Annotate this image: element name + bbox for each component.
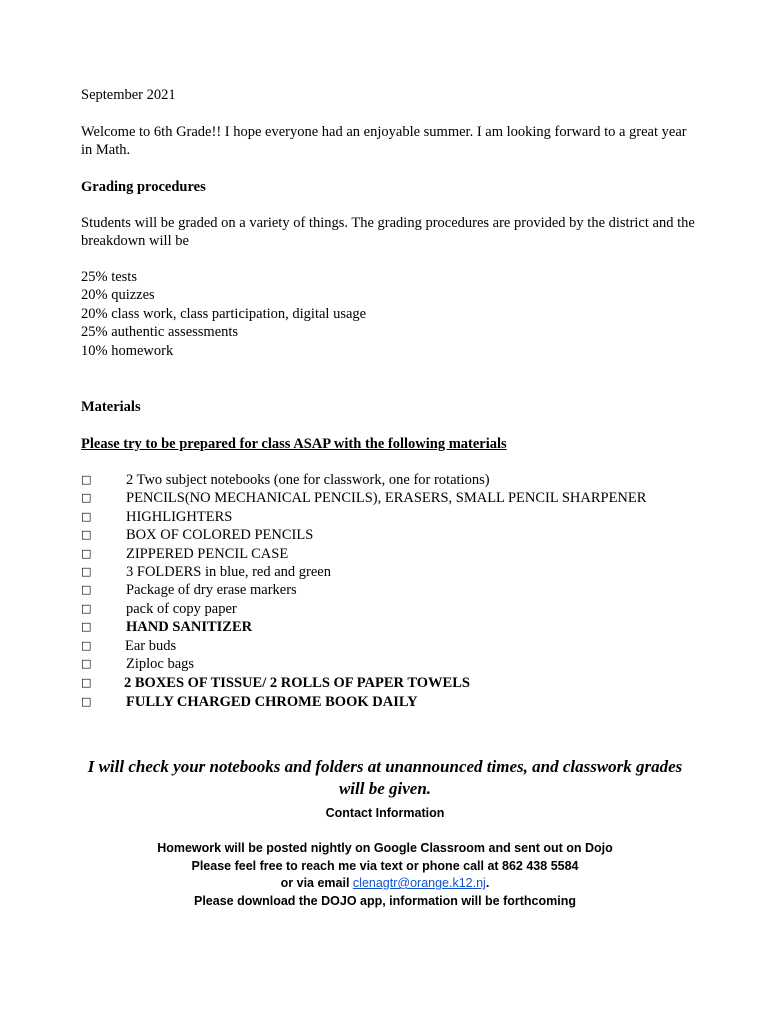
materials-checklist — [81, 471, 721, 712]
grading-item: 20% quizzes — [81, 287, 155, 304]
letter-date: September 2021 — [81, 87, 176, 103]
checkbox-icon: □ — [81, 695, 92, 709]
material-item — [81, 637, 721, 655]
grading-intro: Students will be graded on a variety of things. The grading procedures are provided by the district and the breakdown will be — [81, 215, 695, 250]
email-link[interactable]: clenagtr@orange.k12.nj — [352, 876, 486, 890]
grading-heading: Grading procedures — [81, 179, 206, 195]
contact-email-line — [80, 875, 690, 893]
material-item — [81, 471, 721, 489]
checkbox-icon: □ — [81, 491, 92, 505]
material-item — [81, 563, 721, 581]
checkbox-icon: □ — [81, 620, 92, 634]
notebook-check-callout: I will check your notebooks and folders at unannounced times, and classwork grades will be given. — [87, 757, 683, 798]
grading-item: 25% authentic assessments — [81, 324, 239, 341]
grading-item: 10% homework — [81, 342, 174, 359]
contact-section — [80, 805, 690, 910]
material-item — [81, 581, 721, 599]
material-item — [81, 655, 721, 673]
material-label: Package of dry erase markers — [126, 582, 297, 599]
material-label: ZIPPERED PENCIL CASE — [126, 545, 289, 562]
contact-phone-line: Please feel free to reach me via text or phone call at 862 438 5584 — [191, 858, 579, 873]
grading-item: 20% class work, class participation, digital usage — [81, 305, 367, 322]
checkbox-icon: □ — [81, 509, 92, 523]
material-item — [81, 618, 721, 636]
checkbox-icon: □ — [81, 638, 92, 652]
checkbox-icon: □ — [81, 528, 92, 542]
checkbox-icon: □ — [81, 675, 92, 689]
checkbox-icon: □ — [81, 601, 92, 615]
grading-item: 25% tests — [81, 269, 137, 285]
contact-email-prefix: or via email — [280, 876, 353, 890]
material-item — [81, 489, 721, 507]
welcome-paragraph: Welcome to 6th Grade!! I hope everyone had an enjoyable summer. I am looking forward to a great year in Math. — [81, 124, 687, 159]
material-label: 2 Two subject notebooks (one for classwork, one for rotations) — [126, 472, 490, 488]
material-item — [81, 693, 721, 713]
contact-homework-line: Homework will be posted nightly on Google Classroom and sent out on Dojo — [157, 841, 613, 855]
contact-email-suffix: . — [485, 876, 490, 890]
material-label: HAND SANITIZER — [126, 619, 253, 636]
material-item — [81, 526, 721, 544]
material-item — [81, 508, 721, 526]
grading-breakdown-list — [81, 268, 366, 360]
material-label: 2 BOXES OF TISSUE/ 2 ROLLS OF PAPER TOWELS — [124, 674, 470, 691]
material-item — [81, 545, 721, 563]
materials-subheading: Please try to be prepared for class ASAP with the following materials — [81, 436, 507, 452]
material-label: PENCILS(NO MECHANICAL PENCILS), ERASERS, SMALL PENCIL SHARPENER — [126, 490, 647, 507]
material-label: HIGHLIGHTERS — [126, 508, 233, 525]
material-label: BOX OF COLORED PENCILS — [126, 527, 314, 544]
material-label: 3 FOLDERS in blue, red and green — [126, 563, 331, 580]
checkbox-icon: □ — [81, 564, 92, 578]
material-label: Ear buds — [125, 637, 177, 654]
material-label: FULLY CHARGED CHROME BOOK DAILY — [126, 694, 418, 711]
material-label: pack of copy paper — [126, 600, 237, 617]
checkbox-icon: □ — [81, 656, 92, 670]
checkbox-icon: □ — [81, 583, 92, 597]
materials-heading: Materials — [81, 399, 141, 415]
contact-title: Contact Information — [325, 806, 445, 820]
contact-dojo-line: Please download the DOJO app, information will be forthcoming — [194, 893, 576, 908]
checkbox-icon: □ — [81, 473, 92, 486]
material-item — [81, 600, 721, 618]
material-label: Ziploc bags — [126, 655, 195, 672]
material-item — [81, 673, 721, 693]
checkbox-icon: □ — [81, 546, 92, 560]
